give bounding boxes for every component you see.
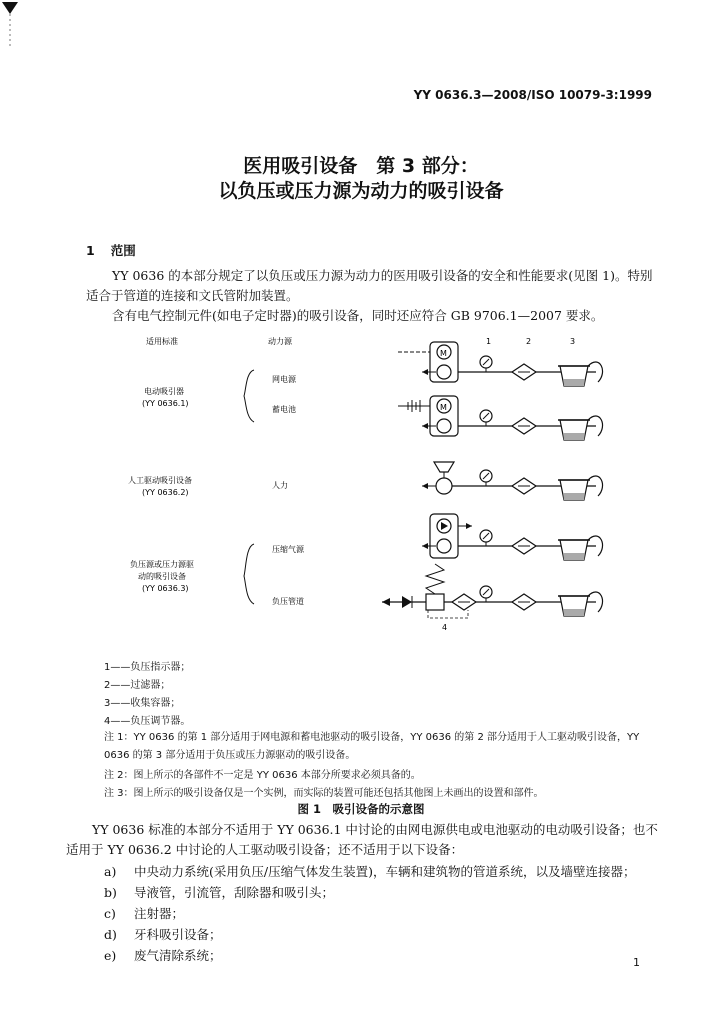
document-title-line2: 以负压或压力源为动力的吸引设备	[218, 180, 504, 202]
row-manual-diagram	[422, 462, 603, 500]
source-battery: 蓄电池	[272, 405, 296, 414]
exclusion-item-a	[104, 862, 635, 880]
group-vacuum-std: (YY 0636.3)	[142, 584, 189, 593]
source-mains: 网电源	[272, 375, 296, 384]
figure-diagram	[86, 330, 662, 640]
item-mark: b)	[104, 885, 117, 900]
document-title-line1: 医用吸引设备 第 3 部分：	[243, 155, 479, 177]
legend-item-2: 2——过滤器；	[104, 680, 171, 691]
source-vacuum-pipeline: 负压管道	[272, 597, 304, 606]
section-number: 1	[86, 243, 95, 258]
legend-item-4: 4——负压调节器。	[104, 716, 191, 727]
source-manual: 人力	[272, 481, 288, 490]
col-header-standard: 适用标准	[146, 337, 178, 346]
svg-text:M: M	[440, 403, 447, 412]
exclusion-item-b	[104, 883, 334, 901]
section-heading	[86, 241, 136, 259]
col-header-power: 动力源	[268, 337, 292, 346]
row-compressed-gas-diagram	[422, 514, 603, 560]
item-text: 牙科吸引设备；	[134, 927, 222, 942]
scope-paragraph-1: YY 0636 的本部分规定了以负压或压力源为动力的医用吸引设备的安全和性能要求(见图 1)。特别适合于管道的连接和文氏管附加装置。	[86, 268, 653, 303]
exclusion-item-d	[104, 925, 222, 943]
suction-equipment-figure	[86, 330, 662, 640]
scope-paragraph-2: 含有电气控制元件(如电子定时器)的吸引设备，同时还应符合 GB 9706.1—2007 要求。	[112, 308, 604, 323]
legend-item-3: 3——收集容器；	[104, 698, 181, 709]
callout-2: 2	[526, 337, 532, 346]
svg-text:M: M	[440, 349, 447, 358]
item-text: 中央动力系统(采用负压/压缩气体发生装置)，车辆和建筑物的管道系统，以及墙壁连接器；	[134, 864, 636, 879]
legend-item-1: 1——负压指示器；	[104, 662, 191, 673]
callout-4: 4	[442, 623, 448, 632]
group-vacuum-name-1: 负压源或压力源驱	[130, 560, 194, 569]
item-text: 废气清除系统；	[134, 948, 222, 963]
callout-3: 3	[570, 337, 576, 346]
group-electric-std: (YY 0636.1)	[142, 399, 189, 408]
figure-caption: 图 1 吸引设备的示意图	[297, 802, 425, 816]
row-mains-diagram	[398, 342, 603, 386]
standard-code: YY 0636.3—2008/ISO 10079-3:1999	[413, 88, 652, 102]
item-mark: a)	[104, 864, 117, 879]
item-mark: c)	[104, 906, 116, 921]
item-text: 注射器；	[134, 906, 185, 921]
exclusion-item-c	[104, 904, 184, 922]
item-text: 导液管，引流管，刮除器和吸引头；	[134, 885, 335, 900]
group-vacuum-name-2: 动的吸引设备	[138, 572, 186, 581]
source-compressed-gas: 压缩气源	[272, 545, 304, 554]
scan-corner-mark	[0, 0, 24, 60]
group-electric-name: 电动吸引器	[144, 387, 184, 396]
group-manual-std: (YY 0636.2)	[142, 488, 189, 497]
row-vacuum-pipeline-diagram	[382, 564, 603, 618]
group-manual-name: 人工驱动吸引设备	[128, 476, 192, 485]
item-mark: d)	[104, 927, 117, 942]
section-title: 范围	[110, 243, 136, 258]
figure-note-1: 注 1：YY 0636 的第 1 部分适用于网电源和蓄电池驱动的吸引设备，YY 0636 的第 2 部分适用于人工驱动吸引设备，YY 0636 的第 3 部分适用于负压或压力源驱动的吸引设备。	[104, 732, 640, 761]
callout-1: 1	[486, 337, 492, 346]
figure-note-2: 注 2：图上所示的各部件不一定是 YY 0636 本部分所要求必须具备的。	[104, 770, 421, 781]
figure-note-3: 注 3：图上所示的吸引设备仅是一个实例，而实际的装置可能还包括其他图上未画出的设置和部件。	[104, 788, 544, 799]
exclusion-item-e	[104, 946, 222, 964]
item-mark: e)	[104, 948, 117, 963]
page-number: 1	[633, 956, 640, 969]
row-battery-diagram	[398, 396, 603, 440]
exclusion-paragraph: YY 0636 标准的本部分不适用于 YY 0636.1 中讨论的由网电源供电或电池驱动的电动吸引设备；也不适用于 YY 0636.2 中讨论的人工驱动吸引设备；还不适用于以下设备：	[66, 822, 658, 857]
